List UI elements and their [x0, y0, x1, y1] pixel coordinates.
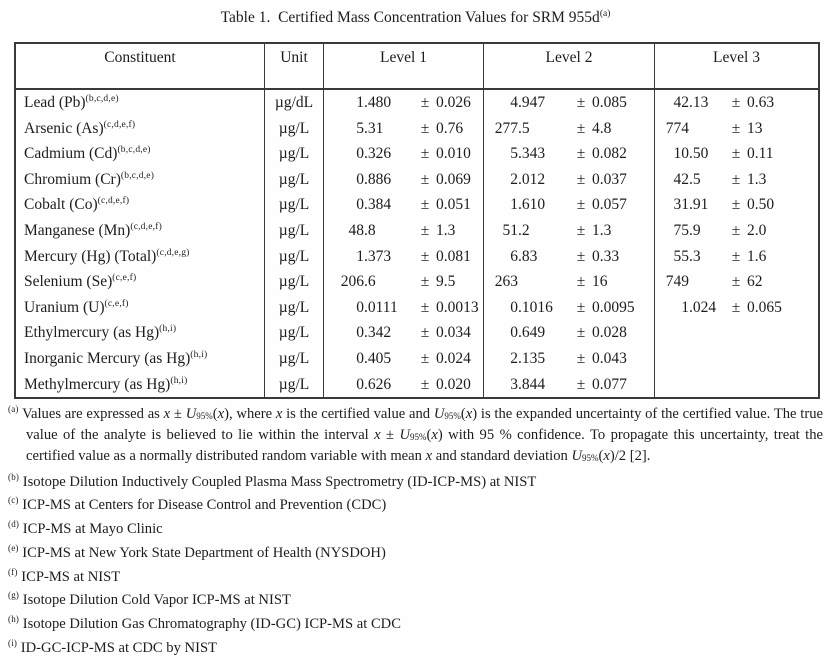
- plus-minus-sign: ±: [731, 170, 741, 188]
- value-integer-part: 48: [348, 221, 364, 239]
- level1-cell: [324, 167, 484, 193]
- plus-minus-sign: ±: [576, 324, 586, 342]
- footnote: [8, 491, 823, 515]
- uncertainty-value: 0.028: [592, 324, 627, 342]
- uncertainty-value: 1.3: [436, 221, 456, 239]
- value-integer-part: 6: [510, 247, 518, 265]
- footnote-mark: (h): [8, 614, 20, 625]
- value-integer-part: 5: [356, 119, 364, 137]
- footnote-mark: (b): [8, 471, 20, 482]
- uncertainty-value: 0.085: [592, 94, 627, 111]
- level1-cell: [324, 141, 484, 167]
- plus-minus-sign: ±: [731, 145, 741, 163]
- data-table: [14, 42, 820, 399]
- constituent-name: Lead (Pb): [24, 94, 86, 111]
- constituent-cell: [16, 244, 265, 270]
- constituent-footnote-refs: (c,d,e,f): [130, 221, 162, 232]
- uncertainty-value: 0.11: [747, 145, 774, 163]
- value-integer-part: 2: [510, 170, 518, 188]
- level1-cell: [324, 218, 484, 244]
- level3-cell: [655, 346, 818, 372]
- constituent-cell: [16, 141, 265, 167]
- plus-minus-sign: ±: [420, 196, 430, 214]
- uncertainty-value: 0.63: [747, 94, 775, 111]
- plus-minus-sign: ±: [576, 119, 586, 137]
- table-header-row: [16, 44, 818, 90]
- uncertainty-value: 0.010: [436, 145, 471, 163]
- value-fraction-part: .50: [689, 145, 709, 163]
- value-fraction-part: .0111: [364, 298, 398, 316]
- uncertainty-value: 0.082: [592, 145, 627, 163]
- column-header-unit: Unit: [265, 44, 324, 88]
- table-row: [16, 269, 818, 295]
- value-fraction-part: .012: [518, 170, 546, 188]
- uncertainty-value: 0.0013: [436, 298, 479, 316]
- footnote-mark: (a): [8, 404, 19, 414]
- constituent-cell: [16, 90, 265, 116]
- table-title-text: Table 1. Certified Mass Concentration Values for SRM 955d: [220, 9, 600, 27]
- constituent-footnote-refs: (c,d,e,f): [97, 196, 130, 207]
- table-title: [0, 9, 831, 27]
- footnote-text: Isotope Dilution Cold Vapor ICP-MS at NIST: [22, 592, 291, 609]
- value-integer-part: 51: [502, 221, 518, 239]
- level2-cell: [484, 346, 655, 372]
- constituent-name: Arsenic (As): [24, 119, 104, 137]
- value-fraction-part: .8: [364, 221, 376, 239]
- unit-cell: µg/L: [265, 244, 324, 270]
- value-fraction-part: .024: [689, 298, 717, 316]
- unit-cell: µg/L: [265, 346, 324, 372]
- value-integer-part: 0: [356, 349, 364, 367]
- table-row: [16, 244, 818, 270]
- plus-minus-sign: ±: [420, 145, 430, 163]
- constituent-footnote-refs: (h,i): [159, 324, 177, 335]
- footnote-mark: (e): [8, 542, 19, 553]
- value-fraction-part: .343: [518, 145, 546, 163]
- unit-cell: µg/L: [265, 320, 324, 346]
- level2-cell: [484, 372, 655, 398]
- uncertainty-value: 0.026: [436, 94, 471, 111]
- value-integer-part: 0: [356, 298, 364, 316]
- value-fraction-part: .610: [518, 196, 546, 214]
- table-row: [16, 167, 818, 193]
- uncertainty-value: 0.037: [592, 170, 627, 188]
- value-integer-part: 3: [510, 375, 518, 393]
- level3-cell: [655, 192, 818, 218]
- level1-cell: [324, 320, 484, 346]
- value-fraction-part: .405: [364, 349, 392, 367]
- footnote: [8, 515, 823, 539]
- plus-minus-sign: ±: [576, 170, 586, 188]
- uncertainty-value: 0.76: [436, 119, 464, 137]
- value-fraction-part: .91: [689, 196, 709, 214]
- constituent-footnote-refs: (c,e,f): [112, 273, 137, 283]
- table-row: [16, 218, 818, 244]
- uncertainty-value: 13: [747, 119, 763, 137]
- plus-minus-sign: ±: [731, 221, 741, 239]
- value-integer-part: 0: [356, 324, 364, 342]
- constituent-cell: [16, 167, 265, 193]
- level1-cell: [324, 346, 484, 372]
- value-fraction-part: .2: [518, 221, 530, 239]
- value-integer-part: 0: [356, 145, 364, 163]
- footnote-mark: (d): [8, 519, 20, 530]
- constituent-name: Manganese (Mn): [24, 221, 131, 239]
- plus-minus-sign: ±: [731, 196, 741, 214]
- value-fraction-part: [518, 269, 570, 295]
- value-integer-part: 55: [673, 247, 689, 265]
- level3-cell: [655, 244, 818, 270]
- table-row: [16, 141, 818, 167]
- plus-minus-sign: ±: [420, 119, 430, 137]
- footnote: [8, 400, 823, 468]
- value-integer-part: 1: [356, 247, 364, 265]
- level2-cell: [484, 244, 655, 270]
- plus-minus-sign: ±: [576, 375, 586, 393]
- unit-cell: µg/dL: [265, 90, 324, 116]
- footnote: [8, 610, 823, 634]
- value-fraction-part: .326: [364, 145, 392, 163]
- uncertainty-value: 1.3: [592, 221, 612, 239]
- value-integer-part: 1: [510, 196, 518, 214]
- value-integer-part: 10: [673, 145, 689, 163]
- uncertainty-value: 2.0: [747, 221, 767, 239]
- value-integer-part: 0: [510, 298, 518, 316]
- constituent-footnote-refs: (b,c,d,e): [117, 145, 151, 156]
- level3-cell: [655, 372, 818, 398]
- constituent-footnote-refs: (c,e,f): [104, 298, 129, 309]
- footnote-text: ICP-MS at NIST: [21, 568, 121, 585]
- footnote-text: Isotope Dilution Gas Chromatography (ID-GC) ICP-MS at CDC: [22, 616, 401, 633]
- value-integer-part: 2: [510, 349, 518, 367]
- level2-cell: [484, 116, 655, 142]
- value-fraction-part: .83: [518, 247, 538, 265]
- level3-cell: [655, 90, 818, 116]
- unit-cell: µg/L: [265, 167, 324, 193]
- value-integer-part: 5: [510, 145, 518, 163]
- unit-cell: µg/L: [265, 269, 324, 295]
- footnote-text: ID-GC-ICP-MS at CDC by NIST: [20, 639, 217, 656]
- uncertainty-value: 0.33: [592, 247, 620, 265]
- plus-minus-sign: ±: [420, 273, 430, 291]
- level1-cell: [324, 90, 484, 116]
- plus-minus-sign: ±: [420, 298, 430, 316]
- unit-cell: µg/L: [265, 218, 324, 244]
- value-fraction-part: .9: [689, 221, 701, 239]
- uncertainty-value: 1.6: [747, 247, 767, 265]
- footnote: [8, 468, 823, 492]
- value-integer-part: 75: [673, 221, 689, 239]
- constituent-footnote-refs: (b,c,d,e): [85, 93, 119, 104]
- constituent-name: Inorganic Mercury (as Hg): [24, 349, 191, 367]
- constituent-name: Methylmercury (as Hg): [24, 375, 171, 393]
- table-row: [16, 372, 818, 398]
- plus-minus-sign: ±: [420, 349, 430, 367]
- constituent-cell: [16, 372, 265, 398]
- plus-minus-sign: ±: [731, 273, 741, 291]
- column-header-level-2: Level 2: [484, 44, 655, 88]
- plus-minus-sign: ±: [576, 298, 586, 316]
- constituent-name: Cobalt (Co): [24, 196, 98, 214]
- uncertainty-value: 0.0095: [592, 298, 635, 316]
- footnote-mark: (c): [8, 495, 19, 506]
- value-integer-part: 0: [356, 196, 364, 214]
- uncertainty-value: 0.081: [436, 247, 471, 265]
- level2-cell: [484, 167, 655, 193]
- value-integer-part: 0: [356, 375, 364, 393]
- value-integer-part: 42: [673, 170, 689, 188]
- plus-minus-sign: ±: [576, 273, 586, 291]
- level2-cell: [484, 218, 655, 244]
- constituent-footnote-refs: (h,i): [170, 375, 188, 386]
- table-row: [16, 346, 818, 372]
- table-row: [16, 320, 818, 346]
- footnote: [8, 634, 823, 658]
- plus-minus-sign: ±: [420, 247, 430, 265]
- value-fraction-part: .5: [689, 170, 701, 188]
- plus-minus-sign: ±: [576, 94, 586, 111]
- unit-cell: µg/L: [265, 192, 324, 218]
- plus-minus-sign: ±: [731, 119, 741, 137]
- level2-cell: [484, 192, 655, 218]
- value-integer-part: 0: [356, 170, 364, 188]
- value-fraction-part: .844: [518, 375, 546, 393]
- level2-cell: [484, 320, 655, 346]
- column-header-level-3: Level 3: [713, 49, 760, 66]
- value-integer-part: 263: [494, 273, 518, 291]
- value-integer-part: 31: [673, 196, 689, 214]
- level1-cell: [324, 372, 484, 398]
- unit-cell: µg/L: [265, 372, 324, 398]
- uncertainty-value: 9.5: [436, 273, 456, 291]
- constituent-cell: [16, 116, 265, 142]
- level2-cell: [484, 90, 655, 116]
- constituent-name: Ethylmercury (as Hg): [24, 324, 160, 342]
- column-header-constituent: Constituent: [16, 44, 265, 88]
- plus-minus-sign: ±: [576, 145, 586, 163]
- plus-minus-sign: ±: [576, 349, 586, 367]
- value-integer-part: 0: [510, 324, 518, 342]
- level3-cell: [655, 116, 818, 142]
- constituent-footnote-refs: (h,i): [190, 349, 208, 360]
- table-row: [16, 192, 818, 218]
- value-integer-part: 42: [673, 94, 689, 111]
- value-integer-part: 774: [665, 119, 689, 137]
- value-fraction-part: .649: [518, 324, 546, 342]
- uncertainty-value: 0.043: [592, 349, 627, 367]
- value-fraction-part: .947: [518, 94, 546, 111]
- uncertainty-value: 16: [592, 273, 608, 291]
- constituent-name: Mercury (Hg) (Total): [24, 247, 157, 265]
- uncertainty-value: 0.069: [436, 170, 471, 188]
- constituent-name: Cadmium (Cd): [24, 145, 118, 163]
- plus-minus-sign: ±: [420, 94, 430, 111]
- unit-cell: µg/L: [265, 116, 324, 142]
- footnote-text: Isotope Dilution Inductively Coupled Plasma Mass Spectrometry (ID-ICP-MS) at NIST: [22, 473, 537, 490]
- footnote-text: Values are expressed as $x \pm U_{95\%}(x)$, where x is the certified value and $U_{95\%}(x)$ is the expanded uncertainty of the certified value. The true value of the analyte is believed to lie within the interval $x \pm U_{95\%}(x)$ with 95 % confidence. To propagate this uncertainty, treat the certified value as a normally distributed random variable with mean x and standard deviation $U_{95\%}(x)/2$ [2].: [22, 405, 823, 464]
- level3-cell: [655, 269, 818, 295]
- value-integer-part: 749: [665, 273, 689, 291]
- value-integer-part: 4: [510, 94, 518, 111]
- constituent-name: Uranium (U): [24, 298, 105, 316]
- value-fraction-part: .384: [364, 196, 392, 214]
- constituent-cell: [16, 218, 265, 244]
- constituent-name: Selenium (Se): [24, 273, 113, 291]
- uncertainty-value: 0.024: [436, 349, 471, 367]
- value-fraction-part: [689, 116, 725, 142]
- level3-cell: [655, 141, 818, 167]
- constituent-name: Chromium (Cr): [24, 170, 121, 188]
- level2-cell: [484, 141, 655, 167]
- table-row: [16, 295, 818, 321]
- table-row: [16, 90, 818, 116]
- table-body: [16, 90, 818, 397]
- value-fraction-part: .13: [689, 94, 709, 111]
- value-integer-part: 206: [340, 273, 364, 291]
- level2-cell: [484, 269, 655, 295]
- unit-cell: µg/L: [265, 295, 324, 321]
- value-fraction-part: .886: [364, 170, 392, 188]
- plus-minus-sign: ±: [576, 196, 586, 214]
- table-title-footnote-ref: (a): [599, 9, 611, 19]
- level1-cell: [324, 244, 484, 270]
- column-header-level-1: Level 1: [324, 44, 484, 88]
- value-fraction-part: .3: [689, 247, 701, 265]
- uncertainty-value: 1.3: [747, 170, 767, 188]
- uncertainty-value: 4.8: [592, 119, 612, 137]
- value-fraction-part: .373: [364, 247, 392, 265]
- unit-cell: µg/L: [265, 141, 324, 167]
- footnote-text: ICP-MS at Centers for Disease Control and Prevention (CDC): [22, 497, 387, 514]
- constituent-footnote-refs: (c,d,e,f): [103, 119, 136, 130]
- constituent-cell: [16, 320, 265, 346]
- constituent-footnote-refs: (b,c,d,e): [120, 170, 155, 181]
- footnote-mark: (f): [8, 566, 18, 577]
- value-fraction-part: .1016: [518, 298, 553, 316]
- level1-cell: [324, 192, 484, 218]
- level3-cell: [655, 167, 818, 193]
- plus-minus-sign: ±: [576, 221, 586, 239]
- value-fraction-part: .480: [364, 94, 392, 111]
- constituent-cell: [16, 295, 265, 321]
- uncertainty-value: 62: [747, 273, 763, 291]
- plus-minus-sign: ±: [731, 247, 741, 265]
- plus-minus-sign: ±: [420, 221, 430, 239]
- level1-cell: [324, 295, 484, 321]
- uncertainty-value: 0.50: [747, 196, 775, 214]
- plus-minus-sign: ±: [420, 170, 430, 188]
- uncertainty-value: 0.077: [592, 375, 627, 393]
- uncertainty-value: 0.034: [436, 324, 471, 342]
- value-fraction-part: .342: [364, 324, 392, 342]
- level1-cell: [324, 116, 484, 142]
- uncertainty-value: 0.057: [592, 196, 627, 214]
- level3-cell: [655, 218, 818, 244]
- uncertainty-value: 0.051: [436, 196, 471, 214]
- uncertainty-value: 0.065: [747, 298, 782, 316]
- constituent-cell: [16, 269, 265, 295]
- value-fraction-part: .626: [364, 375, 392, 393]
- level3-cell: [655, 295, 818, 321]
- footnote-text: ICP-MS at Mayo Clinic: [22, 520, 163, 537]
- footnote: [8, 563, 823, 587]
- table-row: [16, 116, 818, 142]
- value-fraction-part: .6: [364, 273, 376, 291]
- plus-minus-sign: ±: [420, 324, 430, 342]
- value-fraction-part: .135: [518, 349, 546, 367]
- level3-cell: [655, 320, 818, 346]
- level1-cell: [324, 269, 484, 295]
- value-integer-part: 1: [681, 298, 689, 316]
- constituent-footnote-refs: (c,d,e,g): [156, 247, 190, 258]
- plus-minus-sign: ±: [576, 247, 586, 265]
- level2-cell: [484, 295, 655, 321]
- value-fraction-part: [689, 269, 725, 295]
- uncertainty-value: 0.020: [436, 375, 471, 393]
- footnote-list: [8, 400, 823, 658]
- footnote: [8, 539, 823, 563]
- footnote-mark: (i): [8, 637, 18, 648]
- constituent-cell: [16, 346, 265, 372]
- footnote-text: ICP-MS at New York State Department of Health (NYSDOH): [22, 544, 386, 561]
- value-integer-part: 1: [356, 94, 364, 111]
- plus-minus-sign: ±: [731, 298, 741, 316]
- value-integer-part: 277: [494, 119, 518, 137]
- value-fraction-part: .5: [518, 119, 530, 137]
- footnote-mark: (g): [8, 590, 20, 601]
- plus-minus-sign: ±: [420, 375, 430, 393]
- constituent-cell: [16, 192, 265, 218]
- value-fraction-part: .31: [364, 119, 384, 137]
- plus-minus-sign: ±: [731, 94, 741, 111]
